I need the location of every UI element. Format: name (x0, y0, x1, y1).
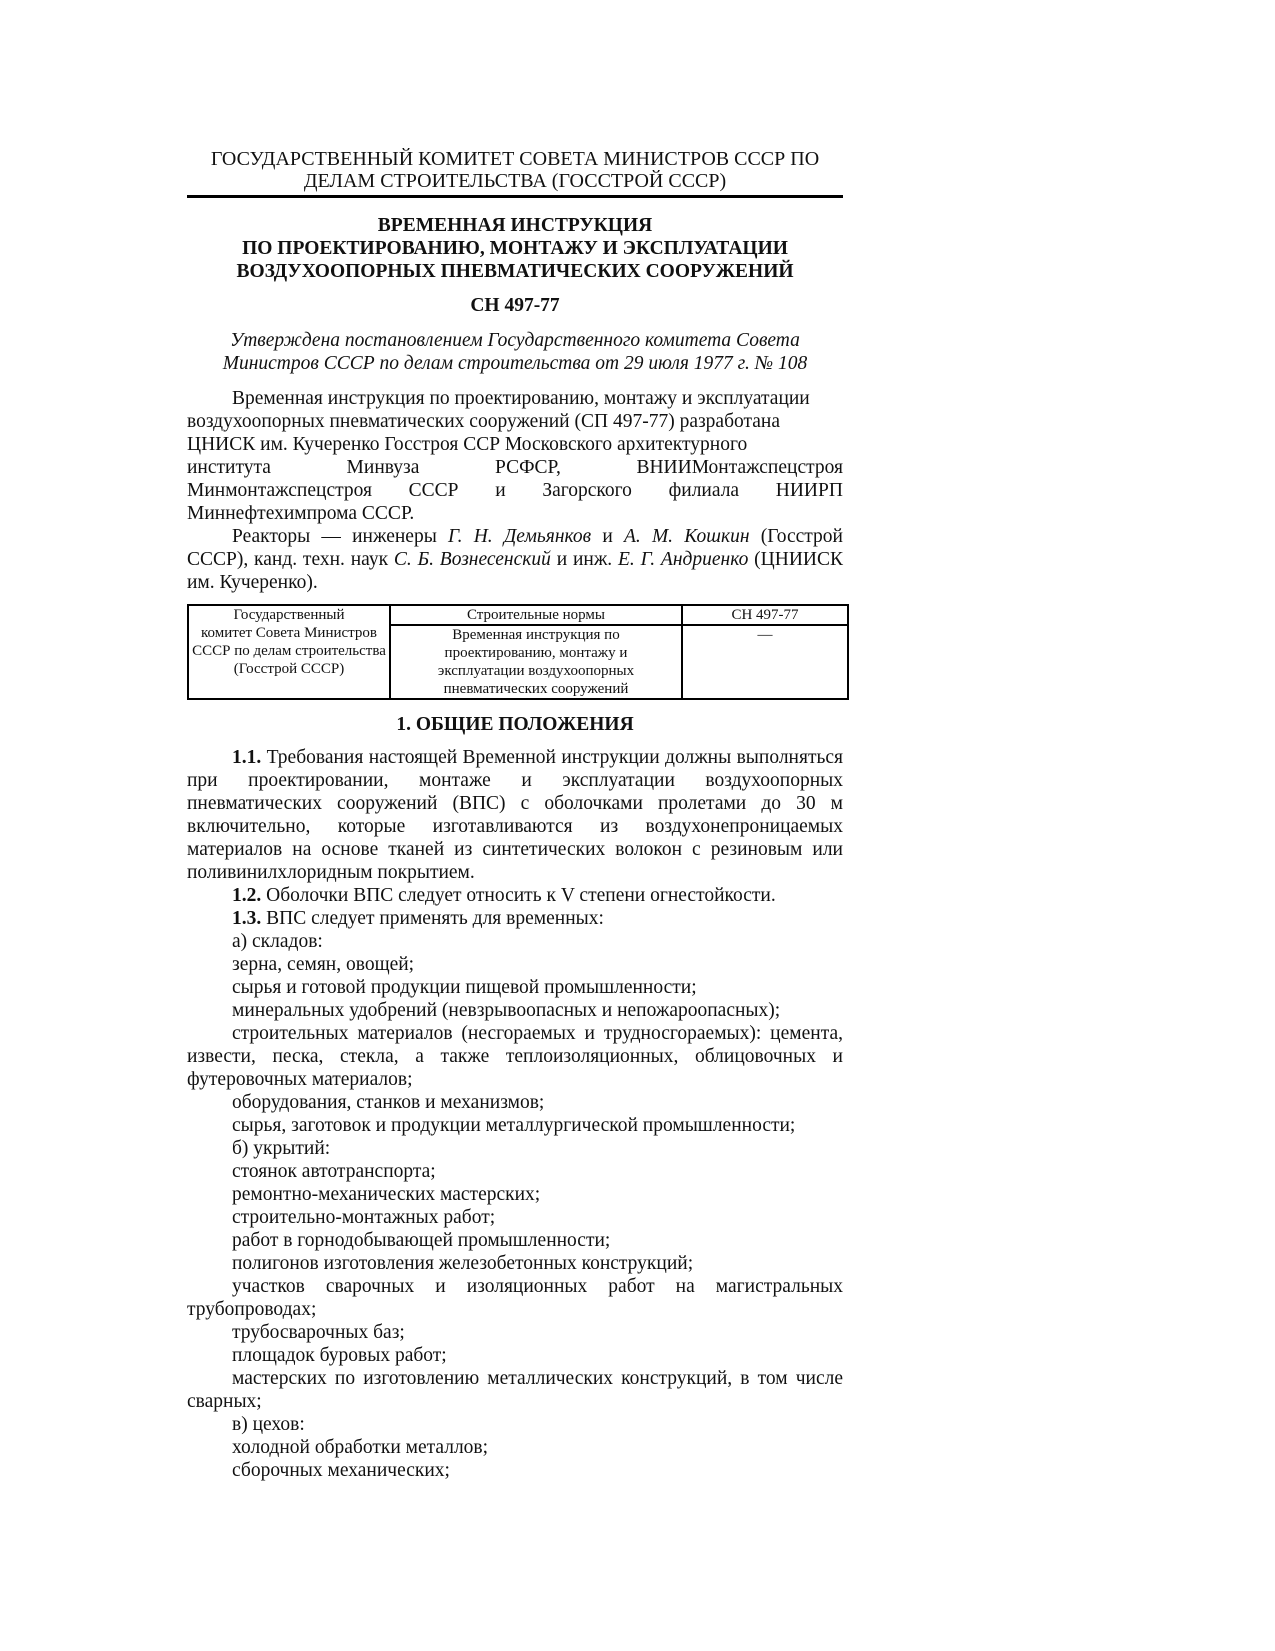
authors-text-2: и (591, 526, 624, 547)
intro-line-6: Миннефтехимпрома СССР. (187, 503, 415, 524)
intro-line-4 (187, 456, 843, 479)
header-rule (187, 195, 843, 198)
intro-line-3 (187, 433, 843, 456)
list-item: сборочных механических; (232, 1460, 450, 1481)
title-line-2: ПО ПРОЕКТИРОВАНИЮ, МОНТАЖУ И ЭКСПЛУАТАЦИИ (242, 238, 788, 259)
list-item: работ в горнодобывающей промышленности; (232, 1230, 611, 1251)
document-header-table (187, 604, 849, 700)
name-line: эксплуатации воздухоопорных (437, 663, 635, 679)
list-item: холодной обработки металлов; (232, 1437, 489, 1458)
committee-line-2: ДЕЛАМ СТРОИТЕЛЬСТВА (ГОССТРОЙ СССР) (303, 170, 727, 192)
list-item: стоянок автотранспорта; (232, 1161, 436, 1182)
list-item: сырья и готовой продукции пищевой промышленности; (232, 977, 697, 998)
authors-paragraph (187, 525, 843, 594)
word: Минвуза (346, 457, 420, 478)
word: Минмонтажспецстроя (187, 480, 372, 501)
norm-code-cell: СН 497-77 (682, 605, 848, 625)
clause-number: 1.1. (232, 747, 262, 768)
word: ВНИИМонтажспецстроя (636, 457, 843, 478)
committee-header (187, 148, 843, 192)
norm-type-cell: Строительные нормы (390, 605, 682, 625)
list-item: участков сварочных и изоляционных работ на магистральных трубопроводах; (187, 1276, 843, 1320)
clause-number: 1.3. (232, 908, 262, 929)
authors-text-4: и инж. (550, 549, 618, 570)
document-name-cell (390, 625, 682, 699)
org-line: комитет Совета Министров (201, 625, 377, 641)
document-title (187, 214, 843, 283)
document-code: СН 497-77 (470, 295, 560, 316)
list-item: минеральных удобрений (невзрывоопасных и непожароопасных); (232, 1000, 781, 1021)
approval-note (187, 329, 843, 375)
intro-line-3-text: ЦНИСК им. Кучеренко Госстроя ССР Московского архитектурного (187, 434, 748, 455)
intro-line-5 (187, 479, 843, 502)
list-item: полигонов изготовления железобетонных конструкций; (232, 1253, 694, 1274)
list-item: а) складов: (232, 931, 323, 952)
author-1: Г. Н. Демьянков (448, 526, 592, 547)
word: и (495, 480, 506, 501)
word: филиала (668, 480, 740, 501)
word: СССР (408, 480, 459, 501)
section-heading: 1. ОБЩИЕ ПОЛОЖЕНИЯ (396, 714, 634, 735)
author-3: С. Б. Вознесенский (393, 549, 551, 570)
document-page (187, 148, 843, 1482)
intro-line-2 (187, 410, 843, 433)
word: института (187, 457, 271, 478)
intro-line-1: Временная инструкция по проектированию, монтажу и эксплуатации (232, 388, 810, 409)
list-item: ремонтно-механических мастерских; (232, 1184, 541, 1205)
approval-line-1: Утверждена постановлением Государственного комитета Совета (230, 330, 800, 351)
authors-text-3: (Госстрой СССР), канд. техн. наук (187, 526, 843, 570)
org-line: Государственный (233, 607, 345, 623)
authors-text-1: Реакторы — инженеры (232, 526, 449, 547)
list-item: сырья, заготовок и продукции металлургической промышленности; (232, 1115, 796, 1136)
clause-number: 1.2. (232, 885, 262, 906)
clause-text: ВПС следует применять для временных: (261, 908, 604, 929)
word: НИИРП (775, 480, 843, 501)
usage-list (187, 930, 843, 1482)
authors-text-5: (ЦНИИСК им. Кучеренко). (187, 549, 843, 593)
author-2: А. М. Кошкин (623, 526, 750, 547)
clause-1-1 (187, 746, 843, 884)
clause-1-2 (187, 884, 843, 907)
approval-line-2: Министров СССР по делам строительства от 29 июля 1977 г. № 108 (222, 353, 808, 374)
list-item: площадок буровых работ; (232, 1345, 447, 1366)
issuing-organization-cell (188, 605, 390, 699)
name-line: проектированию, монтажу и (444, 645, 628, 661)
name-line: пневматических сооружений (443, 681, 629, 697)
org-line: СССР по делам строительства (192, 643, 386, 659)
title-line-3: ВОЗДУХООПОРНЫХ ПНЕВМАТИЧЕСКИХ СООРУЖЕНИЙ (236, 261, 794, 282)
word: РСФСР, (495, 457, 561, 478)
clause-text: Оболочки ВПС следует относить к V степени огнестойкости. (261, 885, 776, 906)
list-item: мастерских по изготовлению металлических конструкций, в том числе сварных; (187, 1368, 843, 1412)
list-item: трубосварочных баз; (232, 1322, 405, 1343)
name-line: Временная инструкция по (452, 627, 620, 643)
word: Загорского (542, 480, 632, 501)
replaces-cell: — (682, 625, 848, 699)
title-line-1: ВРЕМЕННАЯ ИНСТРУКЦИЯ (377, 215, 653, 236)
org-line: (Госстрой СССР) (233, 661, 345, 677)
list-item: зерна, семян, овощей; (232, 954, 415, 975)
list-item: б) укрытий: (232, 1138, 331, 1159)
clause-text: Требования настоящей Временной инструкции должны выполняться при проектировании, монтаже и эксплуатации воздухоопорных пневматических сооружений (ВПС) с оболочками пролетами до 30 м включительно, которые изготавливаются из воздухонепроницаемых материалов на основе тканей из синтетических волокон с резиновым или поливинилхлоридным покрытием. (187, 747, 843, 883)
list-item: оборудования, станков и механизмов; (232, 1092, 545, 1113)
clause-1-3 (187, 907, 843, 930)
section-1-body (187, 746, 843, 1482)
list-item: строительно-монтажных работ; (232, 1207, 496, 1228)
intro-line-2-text: воздухоопорных пневматических сооружений (СП 497-77) разработана (187, 411, 780, 432)
list-item: строительных материалов (несгораемых и трудносгораемых): цемента, извести, песка, стекла, а также теплоизоляционных, облицовочных и футеровочных материалов; (187, 1023, 843, 1090)
list-item: в) цехов: (232, 1414, 305, 1435)
committee-line-1: ГОСУДАРСТВЕННЫЙ КОМИТЕТ СОВЕТА МИНИСТРОВ СССР ПО (210, 148, 820, 170)
intro (187, 387, 843, 594)
author-4: Е. Г. Андриенко (618, 549, 749, 570)
